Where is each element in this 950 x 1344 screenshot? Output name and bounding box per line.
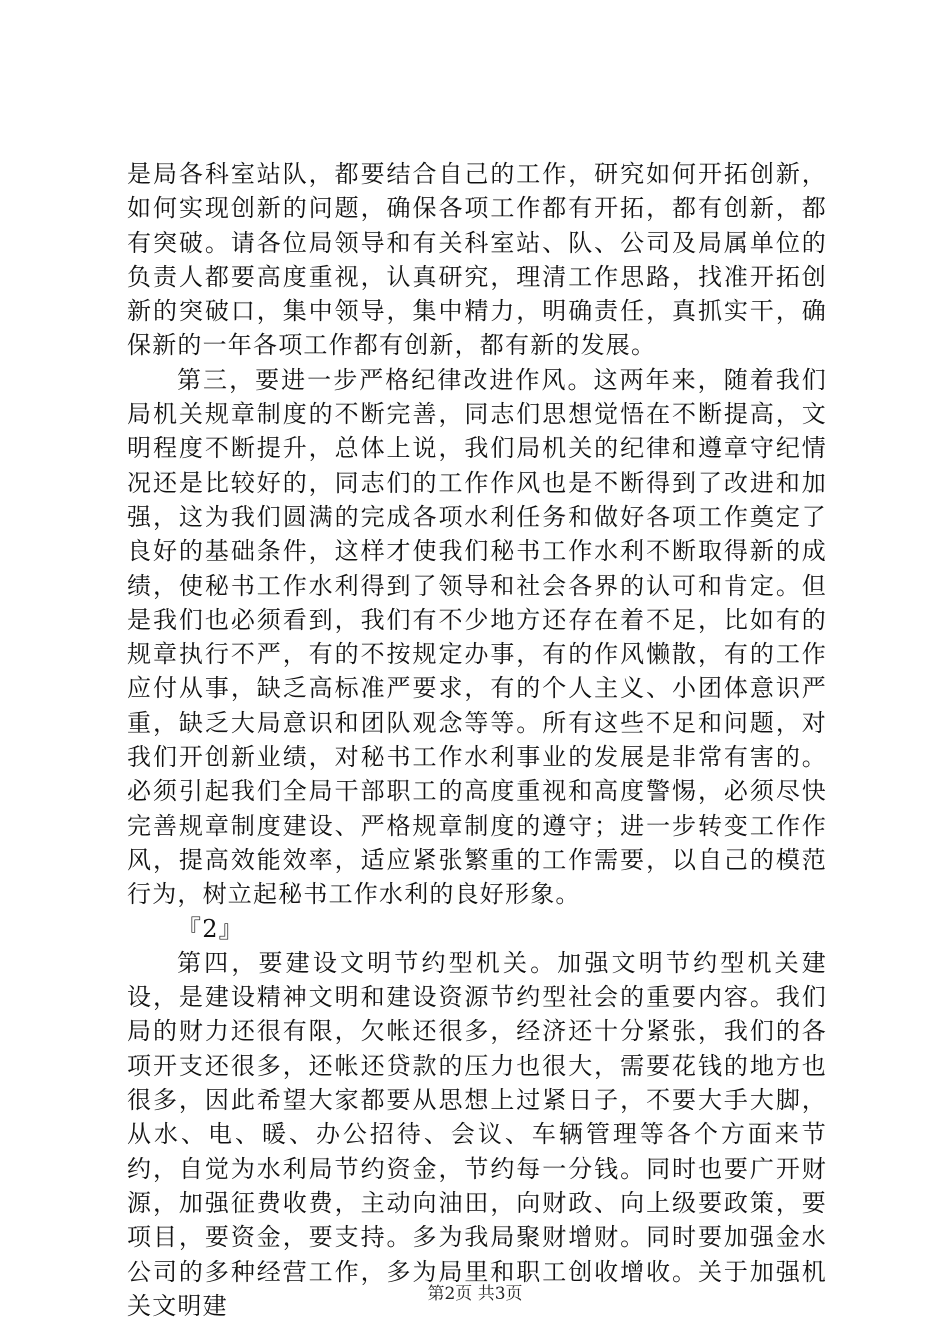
paragraph-third-point: 第三，要进一步严格纪律改进作风。这两年来，随着我们局机关规章制度的不断完善，同志们思想觉悟在不断提高，文明程度不断提升，总体上说，我们局机关的纪律和遵章守纪情况还是比较好的，同志们的工作作风也是不断得到了改进和加强，这为我们圆满的完成各项水利任务和做好各项工作奠定了良好的基础条件，这样才使我们秘书工作水利不断取得新的成绩，使秘书工作水利得到了领导和社会各界的认可和肯定。但是我们也必须看到，我们有不少地方还存在着不足，比如有的规章执行不严，有的不按规定办事，有的作风懒散，有的工作应付从事，缺乏高标准严要求，有的个人主义、小团体意识严重，缺乏大局意识和团队观念等等。所有这些不足和问题，对我们开创新业绩，对秘书工作水利事业的发展是非常有害的。必须引起我们全局干部职工的高度重视和高度警惕，必须尽快完善规章制度建设、严格规章制度的遵守；进一步转变工作作风，提高效能效率，适应紧张繁重的工作需要，以自己的模范行为，树立起秘书工作水利的良好形象。 bbox=[127, 365, 827, 909]
page-footer: 第2页 共3页 bbox=[427, 1284, 523, 1304]
section-marker: 『2』 bbox=[177, 914, 244, 943]
paragraph-continuation: 是局各科室站队，都要结合自己的工作，研究如何开拓创新，如何实现创新的问题，确保各项工作都有开拓，都有创新，都有突破。请各位局领导和有关科室站、队、公司及局属单位的负责人都要高度重视，认真研究，理清工作思路，找准开拓创新的突破口，集中领导，集中精力，明确责任，真抓实干，确保新的一年各项工作都有创新，都有新的发展。 bbox=[127, 160, 827, 360]
paragraph-fourth-point: 第四，要建设文明节约型机关。加强文明节约型机关建设，是建设精神文明和建设资源节约型社会的重要内容。我们局的财力还很有限，欠帐还很多，经济还十分紧张，我们的各项开支还很多，还帐还贷款的压力也很大，需要花钱的地方也很多，因此希望大家都要从思想上过紧日子，不要大手大脚，从水、电、暖、办公招待、会议、车辆管理等各个方面来节约，自觉为水利局节约资金，节约每一分钱。同时也要广开财源，加强征费收费，主动向油田，向财政、向上级要政策，要项目，要资金，要支持。多为我局聚财增财。同时要加强金水公司的多种经营工作，多为局里和职工创收增收。关于加强机关文明建 bbox=[127, 948, 827, 1320]
document-body bbox=[127, 157, 827, 1323]
